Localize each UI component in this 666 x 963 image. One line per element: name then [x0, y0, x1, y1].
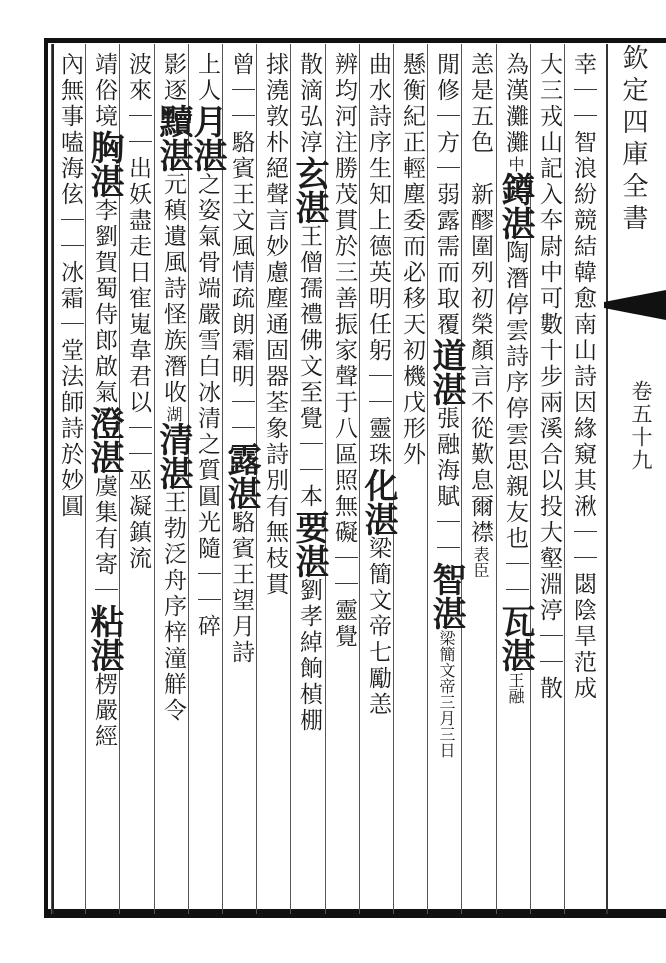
text-segment: 靖俗境	[91, 52, 117, 130]
headword: 粘湛	[84, 604, 124, 672]
annotation-text: 中	[506, 156, 525, 172]
text-segment: 虞集有寄｜	[91, 474, 117, 604]
text-column	[495, 52, 535, 910]
headword: 要湛	[289, 510, 329, 578]
column-rule	[51, 44, 52, 914]
text-segment: 散滴弘淳	[296, 52, 322, 156]
headword: 月湛	[187, 104, 227, 172]
text-segment: 天初機戊形外	[399, 312, 425, 468]
text-segment: 楞嚴經	[91, 672, 117, 750]
annotation-text: 湖	[164, 406, 183, 422]
text-segment: 陶潛停雲詩序停雲思親友也｜｜	[502, 240, 528, 604]
text-segment: 絕聲言妙慮塵通固器荃象	[262, 156, 288, 442]
text-column	[84, 52, 124, 910]
text-segment: 王僧孺禮佛文至覺｜｜本	[296, 224, 322, 510]
text-segment: 捄澆敦朴	[262, 52, 288, 156]
book-title: 欽定四庫全書	[618, 44, 648, 236]
headword: 化湛	[358, 468, 398, 536]
headword: 黷湛	[153, 104, 193, 172]
text-segment: 大三戎山記入夲尉中可數十步兩溪合以投大壑淵渟｜｜散	[536, 52, 562, 702]
text-segment: 波來	[125, 52, 151, 104]
text-segment: 恙是五色	[467, 52, 493, 156]
text-column	[121, 52, 155, 910]
text-segment: 圓光隨｜｜碎	[194, 484, 220, 640]
text-segment: 於妙圓	[57, 442, 83, 520]
text-segment: 照無礙｜｜靈覺	[331, 468, 357, 650]
text-column	[463, 52, 497, 910]
text-segment: 為漢灘灘	[502, 52, 528, 156]
text-column	[153, 52, 193, 910]
text-segment: 元稹遺風詩怪族潛收	[160, 172, 186, 406]
text-segment: ｜｜出妖盡走日寉嵬	[125, 104, 151, 338]
annotation-text: 梁簡文帝三月三日	[437, 630, 456, 758]
text-segment: 辨均河注勝茂貫於三善振家聲于八區	[331, 52, 357, 468]
text-segment: ｜｜智浪紛競結韓愈南山詩因緣窺其湫｜｜閟陰旱范成	[570, 78, 596, 702]
text-segment: 上人	[194, 52, 220, 104]
text-column	[532, 52, 566, 910]
text-segment: 影逐	[160, 52, 186, 104]
text-column	[566, 52, 600, 910]
text-column	[395, 52, 429, 910]
headword: 瓦湛	[495, 604, 535, 672]
annotation-text: 表臣	[471, 546, 490, 578]
text-segment	[467, 156, 493, 182]
text-segment: 李劉賀蜀侍郎啟氣	[91, 198, 117, 406]
headword: 智湛	[426, 562, 466, 630]
text-column	[327, 52, 361, 910]
headword: 玄湛	[289, 156, 329, 224]
text-segment: 新醪圍列初榮顏言不從歎息爾襟	[467, 182, 493, 546]
text-segment: 韋君以｜｜巫凝鎮流	[125, 338, 151, 572]
volume-label: 卷五十九	[629, 380, 653, 472]
headword: 露湛	[221, 442, 261, 510]
text-segment: ｜堂法師詩	[57, 312, 83, 442]
text-column	[258, 52, 292, 910]
text-segment: 張融海賦｜｜	[433, 406, 459, 562]
text-column	[358, 52, 398, 910]
text-column	[426, 52, 466, 910]
text-segment: 詩別有無枝貫	[262, 442, 288, 598]
text-segment: 曲水詩序生知上德英明任躬｜｜靈珠	[365, 52, 391, 468]
text-column	[221, 52, 261, 910]
text-column	[187, 52, 227, 910]
text-segment: 駱賓王望月詩	[228, 510, 254, 666]
headword: 清湛	[153, 422, 193, 490]
text-segment: 幸	[570, 52, 596, 78]
headword: 澄湛	[84, 406, 124, 474]
text-segment: 懸衡紀正輕塵委而必移	[399, 52, 425, 312]
text-column	[289, 52, 329, 910]
text-segment: 駱賓王文風情疏朗霜明｜｜	[228, 130, 254, 442]
text-segment: 嗑海伭｜｜冰霜	[57, 130, 83, 312]
text-segment: 內無事	[57, 52, 83, 130]
text-segment: 曾｜｜	[228, 52, 254, 130]
headword: 道湛	[426, 338, 466, 406]
text-segment: 梁簡文帝七勵恙	[365, 536, 391, 718]
headword: 鐏湛	[495, 172, 535, 240]
text-column	[53, 52, 87, 910]
text-segment: 之姿氣骨端嚴雪白冰清之質	[194, 172, 220, 484]
text-segment: 劉孝綽餉楨棚	[296, 578, 322, 734]
annotation-text: 王融	[506, 672, 525, 704]
margin-rule	[606, 44, 608, 914]
text-segment: 王勃泛舟序梓潼觧令	[160, 490, 186, 724]
text-segment: 閒修｜方｜弱露需而取覆	[433, 52, 459, 338]
headword: 胸湛	[84, 130, 124, 198]
